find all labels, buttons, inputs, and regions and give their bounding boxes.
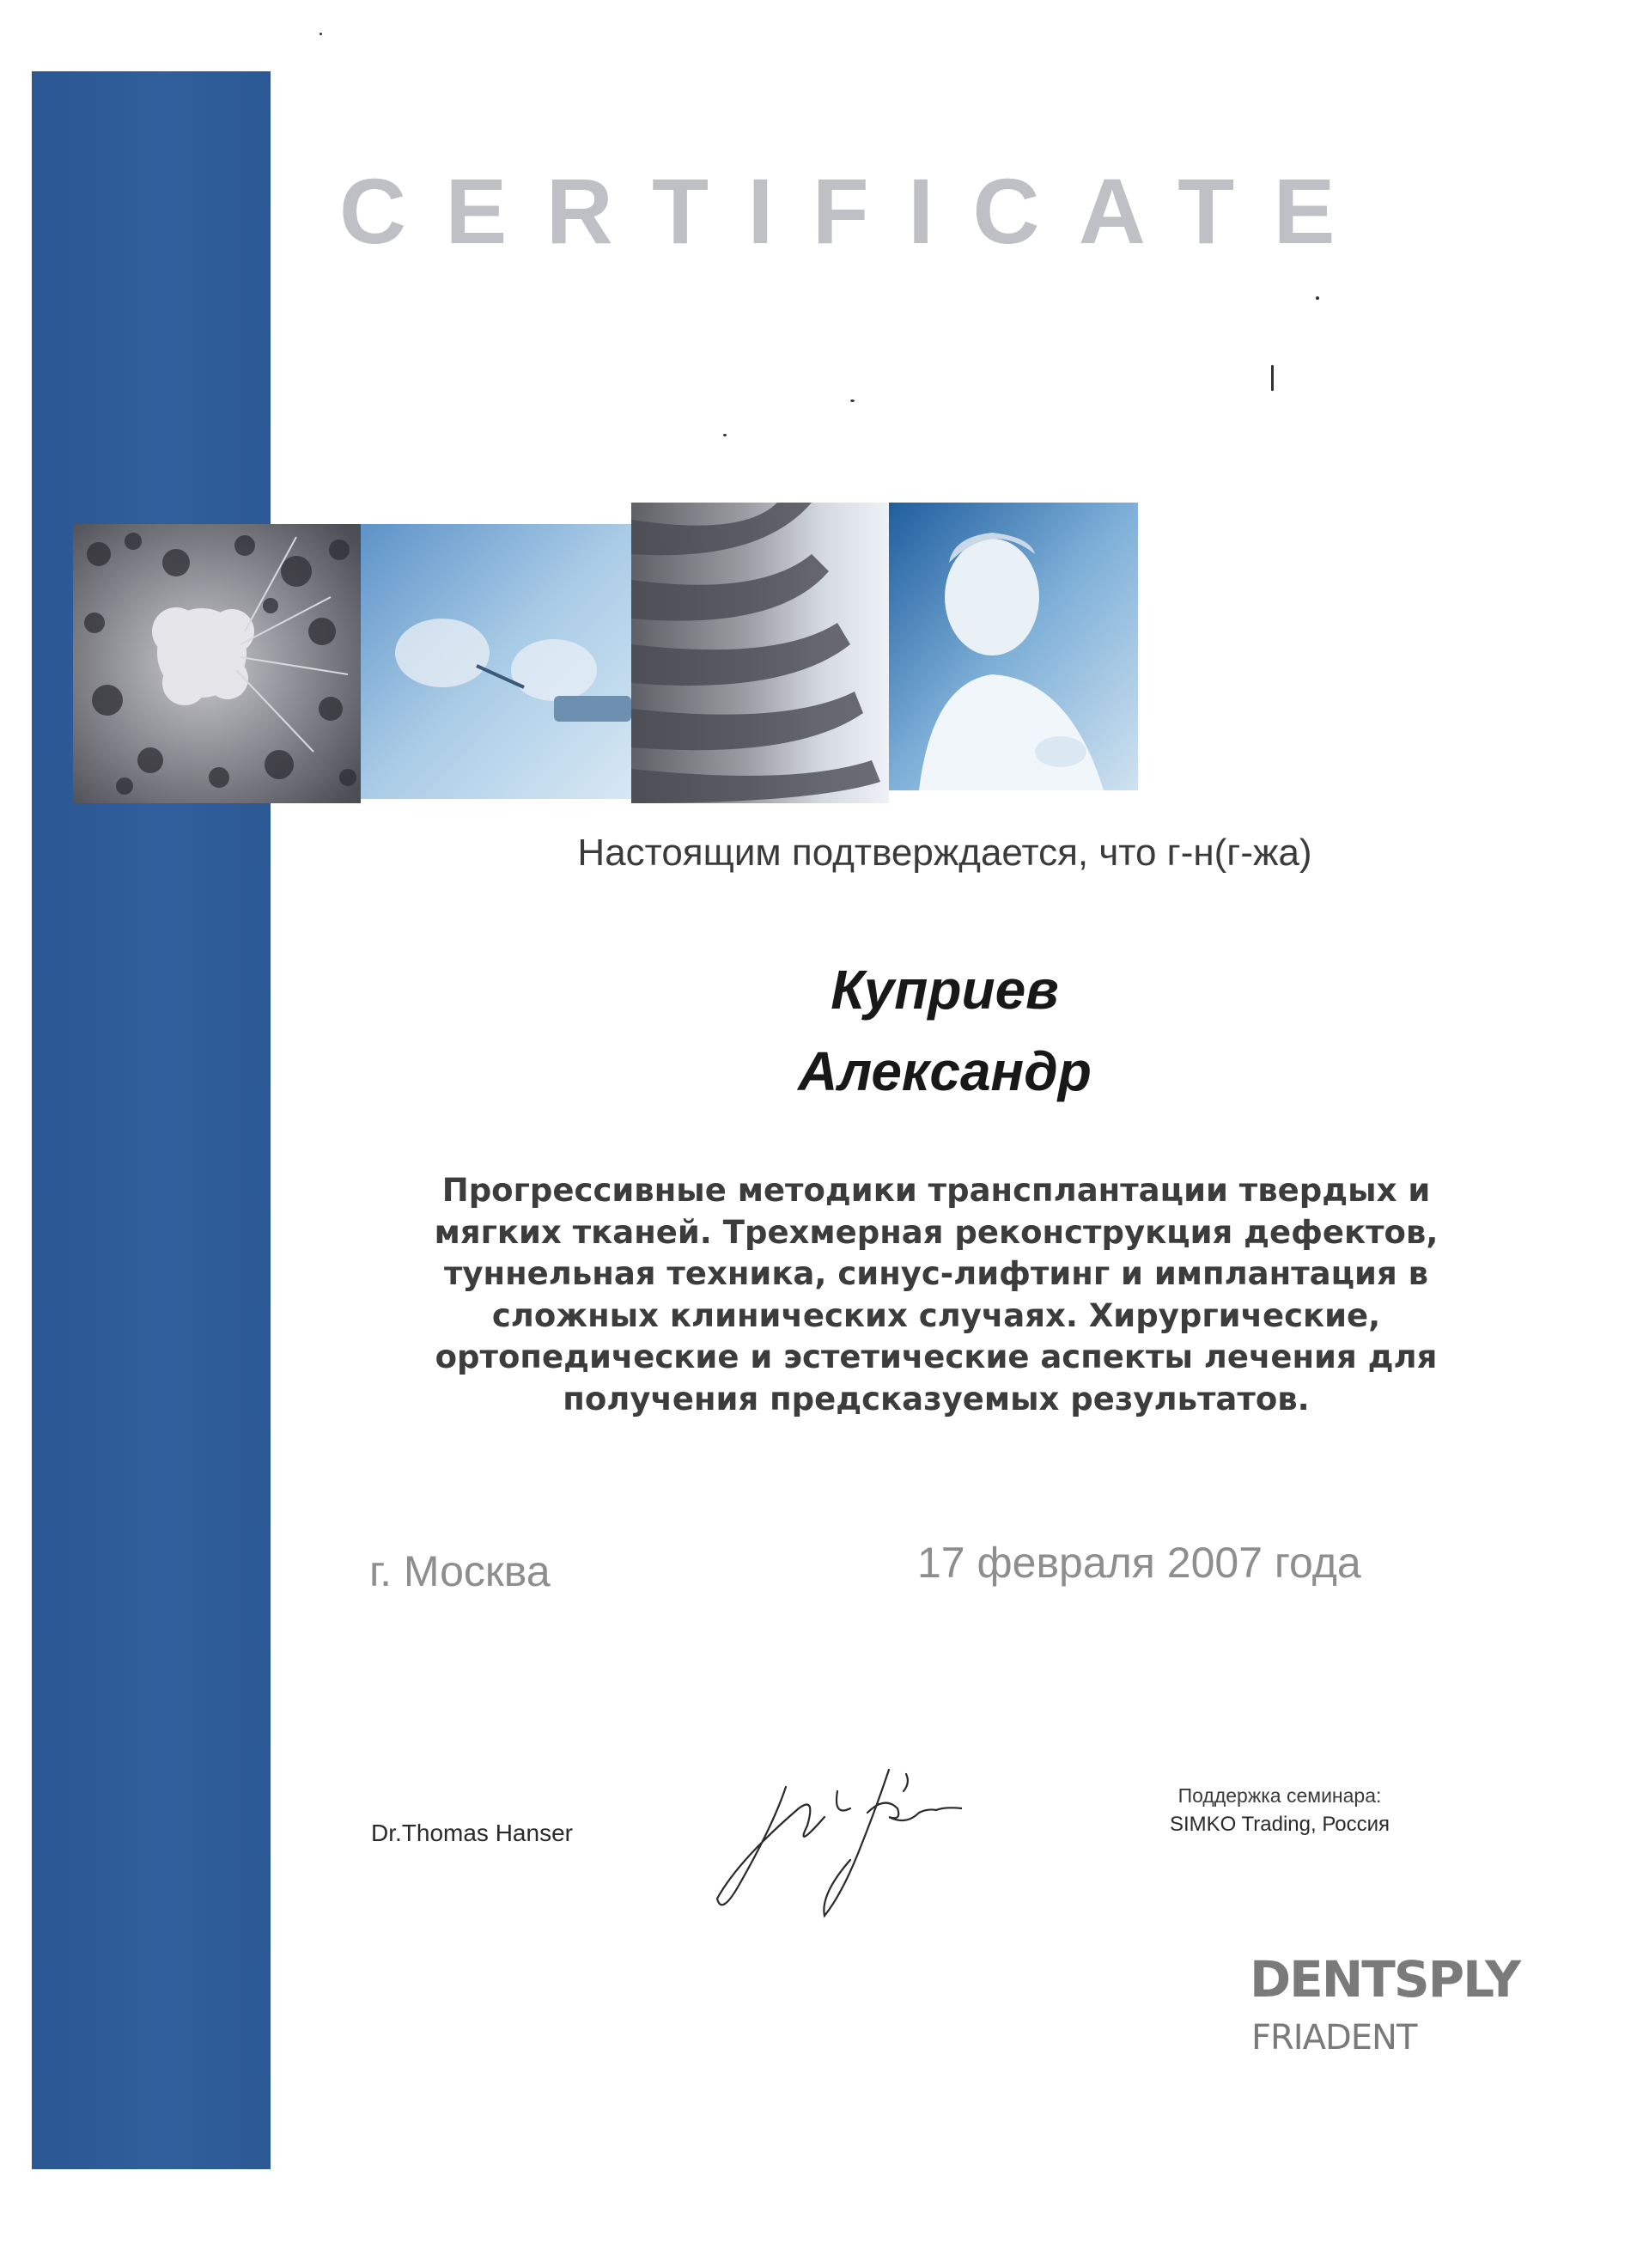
course-line: ортопедические и эстетические аспекты лечения для <box>435 1338 1438 1375</box>
photo-strip <box>73 503 1138 803</box>
course-line: получения предсказуемых результатов. <box>563 1380 1310 1418</box>
signer-name: Dr.Thomas Hanser <box>371 1820 573 1846</box>
sponsor-name: SIMKO Trading, Россия <box>1169 1813 1390 1836</box>
scan-speck <box>1271 365 1274 391</box>
course-line: туннельная техника, синус-лифтинг и имплантация в <box>443 1255 1429 1292</box>
course-line: Прогрессивные методики трансплантации твердых и <box>441 1172 1431 1209</box>
lab-technician-hands-photo <box>361 524 631 799</box>
scan-speck <box>723 434 727 436</box>
issue-date: 17 февраля 2007 года <box>917 1539 1361 1587</box>
recipient-given-name: Александр <box>798 1040 1092 1102</box>
smiling-doctor-photo <box>889 503 1138 790</box>
course-line: мягких тканей. Трехмерная реконструкция дефектов, <box>434 1213 1439 1251</box>
scan-speck <box>1316 296 1319 300</box>
confirmation-intro: Настоящим подтверждается, что г-н(г-жа) <box>577 832 1312 874</box>
recipient-surname: Куприев <box>831 959 1059 1021</box>
friadent-logo: FRIADENT <box>1251 2018 1417 2058</box>
dentsply-logo: DENTSPLY <box>1250 1950 1520 2009</box>
scan-speck <box>850 399 855 402</box>
course-line: сложных клинических случаях. Хирургические, <box>491 1296 1381 1334</box>
bone-microstructure-photo <box>73 524 361 803</box>
side-color-band <box>32 71 271 2169</box>
city: г. Москва <box>369 1547 551 1595</box>
implant-thread-closeup-photo <box>631 503 889 803</box>
scan-speck <box>319 33 322 35</box>
course-description <box>391 1170 1482 1420</box>
handwritten-signature <box>704 1757 962 1929</box>
certificate-title: CERTIFICATE <box>339 159 1374 263</box>
sponsor-label: Поддержка семинара: <box>1177 1784 1382 1807</box>
